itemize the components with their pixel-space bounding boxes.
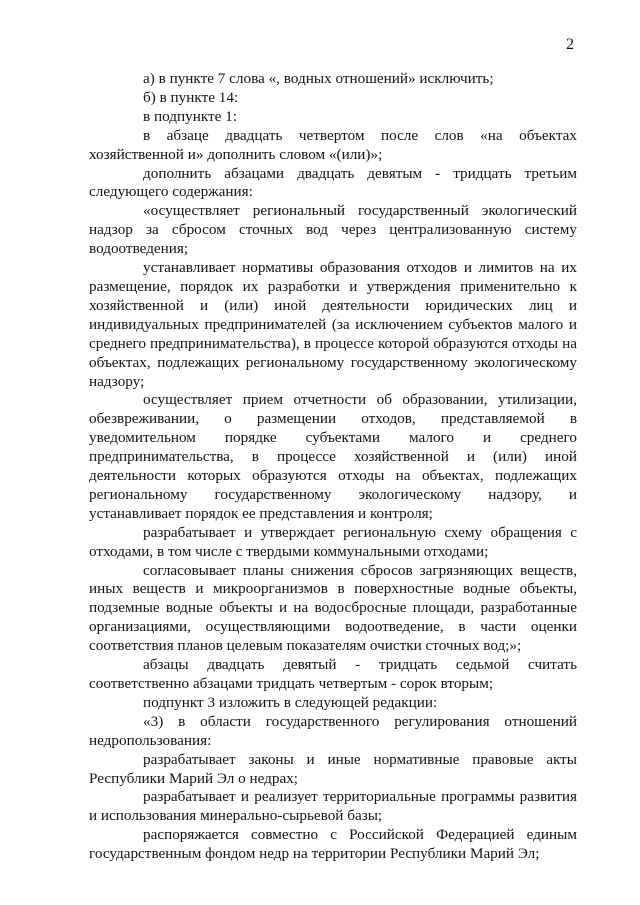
paragraph-amendment-b: б) в пункте 14:	[143, 88, 239, 106]
paragraph-amendment-a: а) в пункте 7 слова «, водных отношений» исключить;	[143, 70, 494, 87]
paragraph-clause: абзацы двадцать девятый - тридцать седьмой считать соответственно абзацами тридцать четвертым - сорок вторым;	[89, 656, 577, 692]
paragraph-clause: разрабатывает законы и иные нормативные правовые акты Республики Марий Эл о недрах;	[89, 750, 577, 787]
paragraph-clause: распоряжается совместно с Российской Федерацией единым государственным фондом недр на территории Республики Марий Эл;	[89, 826, 577, 863]
paragraph-clause: осуществляет прием отчетности об образовании, утилизации, обезвреживании, о размещении отходов, представляемой в уведомительном порядке субъектами малого и среднего предпринимательства, в процессе хозяйственной и (или) иной деятельности которых образуются отходы на объектах, подлежащих региональному государственному экологическому надзору, и устанавливает порядок ее представления и контроля;	[89, 391, 577, 522]
paragraph-clause: дополнить абзацами двадцать девятым - тридцать третьим следующего содержания:	[89, 164, 577, 201]
paragraph-clause: «3) в области государственного регулирования отношений недропользования:	[89, 712, 577, 749]
paragraph-clause: подпункт 3 изложить в следующей редакции:	[143, 693, 438, 711]
paragraph-clause: разрабатывает и реализует территориальные программы развития и использования минерально-сырьевой базы;	[89, 788, 577, 825]
paragraph-clause: «осуществляет региональный государственный экологический надзор за сбросом сточных вод через централизованную систему водоотведения;	[89, 202, 577, 258]
paragraph-clause: разрабатывает и утверждает региональную схему обращения с отходами, в том числе с твердыми коммунальными отходами;	[89, 523, 577, 560]
paragraph-clause: в абзаце двадцать четвертом после слов «на объектах хозяйственной и» дополнить словом «(или)»;	[89, 126, 577, 163]
document-body	[89, 70, 577, 864]
paragraph-clause: согласовывает планы снижения сбросов загрязняющих веществ, иных веществ и микроорганизмов в поверхностные водные объекты, подземные водные объекты и на водосбросные площади, разработанные организациями, осуществляющими водоотведение, в части оценки соответствия планов целевым показателям очистки сточных вод;»;	[89, 561, 577, 655]
page-number: 2	[566, 36, 574, 53]
paragraph-clause: устанавливает нормативы образования отходов и лимитов на их размещение, порядок их разработки и утверждения применительно к хозяйственной и (или) иной деятельности юридических лиц и индивидуальных предпринимателей (за исключением субъектов малого и среднего предпринимательства), в процессе которой образуются отходы на объектах, подлежащих региональному государственному экологическому надзору;	[89, 259, 577, 390]
paragraph-subpoint-1: в подпункте 1:	[143, 107, 237, 125]
